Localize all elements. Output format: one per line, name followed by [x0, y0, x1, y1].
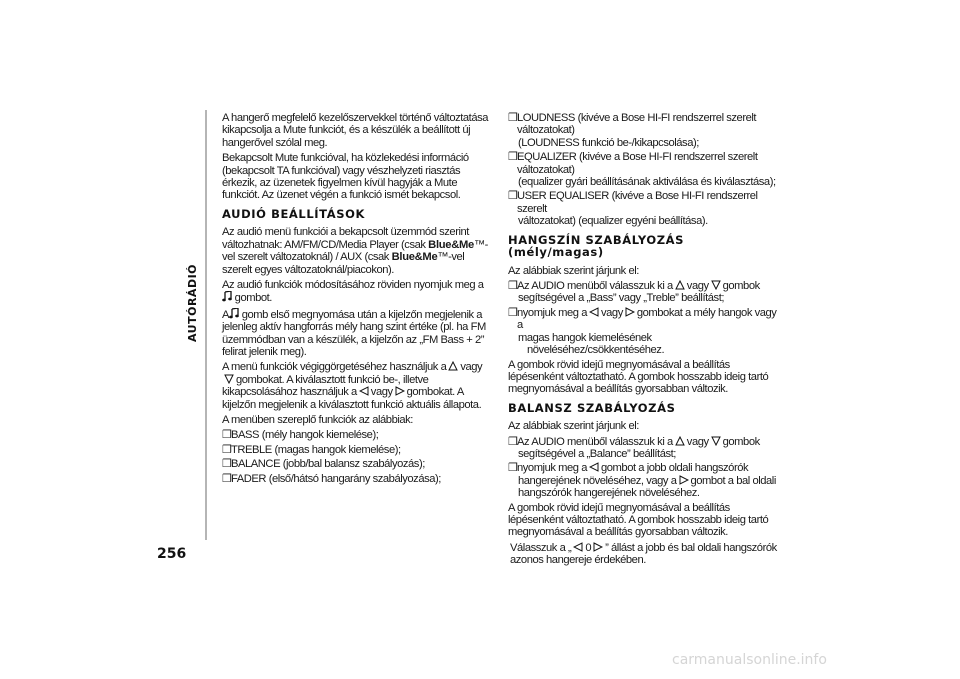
paragraph-center-balance: Válasszuk a „ 0 ” állást a jobb és bal oldali hangszórók azonos hangereje érdekében. — [510, 541, 777, 567]
left-arrow-icon — [573, 542, 583, 552]
paragraph-intro-tone: Az alábbiak szerint járjunk el: — [508, 264, 639, 277]
right-column — [508, 112, 778, 570]
list-item: ❒nyomjuk meg a vagy gombokat a mély hangok vagy a magas hangok kiemelésének növeléséhez/csökkentéséhez. — [508, 306, 777, 357]
paragraph-intro-balance: Az alábbiak szerint járjunk el: — [508, 420, 639, 433]
list-item: ❒TREBLE (magas hangok kiemelése); — [222, 443, 401, 456]
bullet-box-icon: ❒ — [222, 429, 232, 442]
brand-blue-me: Blue&Me — [391, 251, 438, 264]
section-side-label: AUTÓRÁDIÓ — [186, 263, 199, 342]
paragraph-first-press: A gomb első megnyomása után a kijelzőn megjelenik a jelenleg aktív hangforrás mély hang szint értéke (pl. ha FM üzemmódban van a készülék, a kijelzőn az „FM Bass + 2” felirat jelenik meg). — [222, 308, 486, 358]
paragraph-mute-volume: A hangerő megfelelő kezelőszervekkel történő változtatása kikapcsolja a Mute funkciót, és a készülék a beállított új hangerővel szólal meg. — [222, 112, 489, 149]
paragraph-scroll-menu: A menü funkciók végiggörgetéséhez használjuk a vagy gombokat. A kiválasztott funkció be-, illetve kikapcsolásához használjuk a vagy gombokat. A kijelzőn megjelenik a kiválasztott funkció aktuális állapota. — [222, 361, 483, 411]
heading-audio-settings: AUDIÓ BEÁLLÍTÁSOK — [222, 206, 365, 221]
bullet-box-icon: ❒ — [508, 306, 518, 319]
list-item: ❒EQUALIZER (kivéve a Bose HI-FI rendszerrel szerelt változatokat) (equalizer gyári beállításának aktiválása és kiválasztása); — [508, 151, 776, 189]
list-item: ❒LOUDNESS (kivéve a Bose HI-FI rendszerrel szerelt változatokat) (LOUDNESS funkció be-/kikapcsolása); — [508, 112, 757, 149]
paragraph-mute-traffic: Bekapcsolt Mute funkcióval, ha közlekedési információ (bekapcsolt TA funkcióval) vagy vészhelyzeti riasztás érkezik, az üzenetek figyelmen kívül hagyják a Mute funkciót. Az üzenet végén a funkció ismét bekapcsol. — [222, 152, 469, 202]
down-arrow-icon — [711, 280, 721, 290]
list-item: ❒BASS (mély hangok kiemelése); — [222, 429, 379, 442]
list-item: ❒nyomjuk meg a gombot a jobb oldali hangszórók hangerejének növeléséhez, vagy a gombot a bal oldali hangszórók hangerejének növeléséhez. — [508, 462, 776, 500]
left-arrow-icon — [359, 386, 369, 396]
bullet-box-icon: ❒ — [508, 435, 518, 448]
paragraph-menu-functions: A menüben szereplő funkciók az alábbiak: — [222, 414, 413, 427]
bullet-box-icon: ❒ — [508, 112, 518, 124]
paragraph-press-audio: Az audió funkciók módosításához röviden nyomjuk meg a gombot. — [222, 278, 484, 305]
left-arrow-icon — [589, 307, 599, 317]
music-note-icon — [229, 308, 239, 319]
left-column — [222, 112, 490, 487]
down-arrow-icon — [711, 436, 721, 446]
music-note-icon — [222, 291, 232, 302]
brand-blue-me: Blue&Me — [428, 238, 474, 251]
bullet-box-icon: ❒ — [508, 462, 518, 475]
bullet-box-icon: ❒ — [508, 280, 518, 293]
bullet-box-icon: ❒ — [222, 443, 232, 456]
paragraph-step-change-balance: A gombok rövid idejű megnyomásával a beállítás lépésenként változtatható. A gombok hosszabb ideig tartó megnyomásával a beállítás gyorsabban változik. — [508, 501, 769, 539]
right-arrow-icon — [395, 386, 405, 396]
list-item: ❒FADER (első/hátsó hangarány szabályozása); — [222, 472, 441, 485]
bullet-box-icon: ❒ — [508, 151, 518, 164]
right-arrow-icon — [593, 542, 603, 552]
heading-tone-control: HANGSZÍN SZABÁLYOZÁS (mély/magas) — [508, 232, 685, 260]
right-arrow-icon — [625, 307, 635, 317]
bullet-box-icon: ❒ — [222, 472, 232, 485]
down-arrow-icon — [224, 374, 234, 384]
heading-balance-control: BALANSZ SZABÁLYOZÁS — [508, 400, 676, 415]
list-item: ❒Az AUDIO menüből válasszuk ki a vagy gombok segítségével a „Balance” beállítást; — [508, 435, 760, 461]
page-number: 256 — [157, 546, 187, 562]
up-arrow-icon — [675, 436, 685, 446]
right-arrow-icon — [679, 475, 689, 485]
left-arrow-icon — [589, 462, 599, 472]
up-arrow-icon — [675, 280, 685, 290]
watermark-text: carmanualsonline.info — [672, 652, 827, 668]
bullet-box-icon: ❒ — [222, 458, 232, 471]
side-divider — [205, 110, 207, 540]
list-item: ❒USER EQUALISER (kivéve a Bose HI-FI rendszerrel szerelt változatokat) (equalizer egyéni beállítása). — [508, 190, 758, 228]
bullet-box-icon: ❒ — [508, 190, 518, 203]
list-item: ❒BALANCE (jobb/bal balansz szabályozás); — [222, 458, 425, 471]
paragraph-audio-menu: Az audió menü funkciói a bekapcsolt üzemmód szerint változhatnak: AM/FM/CD/Media Player (csak Blue&Me™-vel szerelt változatoknál) / AUX (csak Blue&Me™-vel szerelt egyes változatoknál/piacokon). — [222, 226, 488, 276]
list-item: ❒Az AUDIO menüből válasszuk ki a vagy gombok segítségével a „Bass” vagy „Treble” beállítást; — [508, 280, 760, 305]
up-arrow-icon — [448, 361, 458, 371]
paragraph-step-change: A gombok rövid idejű megnyomásával a beállítás lépésenként változtatható. A gombok hosszabb ideig tartó megnyomásával a beállítás gyorsabban változik. — [508, 358, 769, 396]
